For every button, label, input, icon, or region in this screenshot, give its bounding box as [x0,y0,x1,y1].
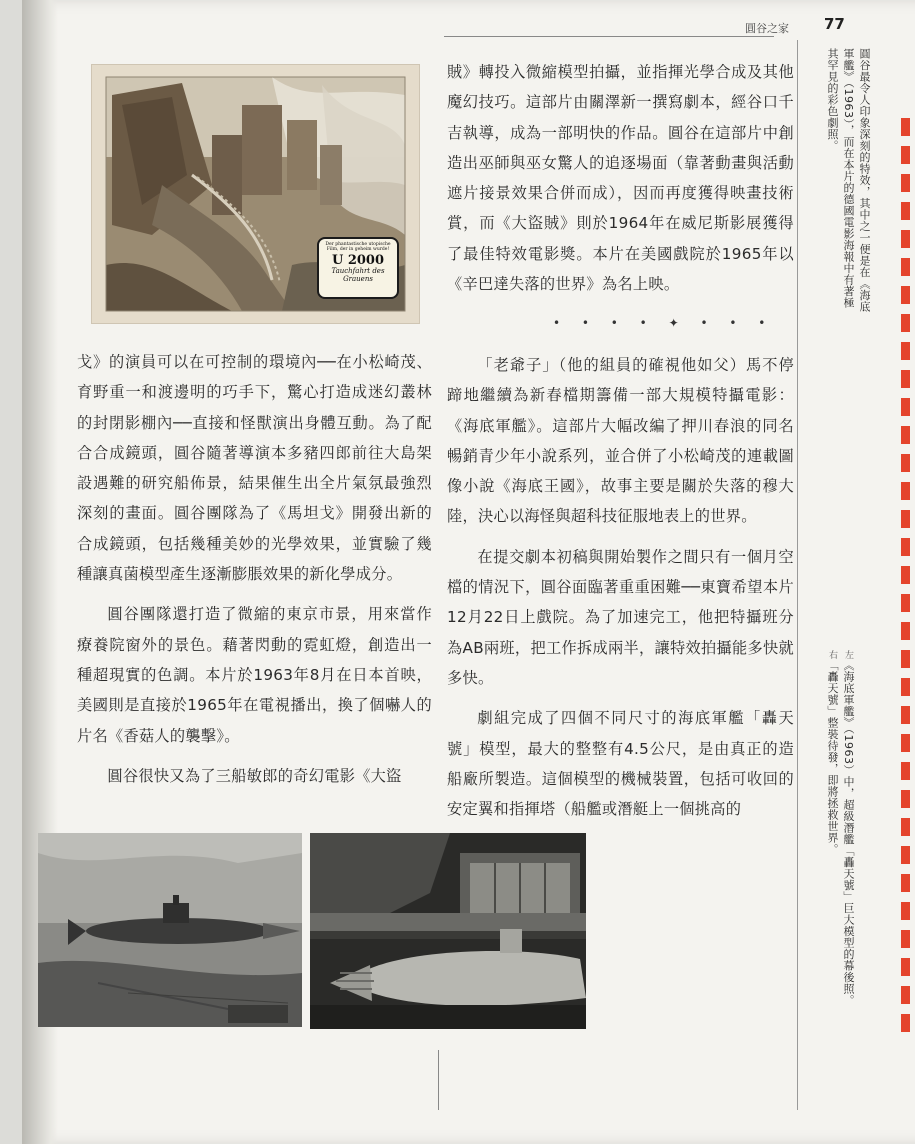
thumb-index-tick [901,846,910,864]
thumb-index-tick [901,286,910,304]
thumb-index-tick [901,622,910,640]
thumb-index-tick [901,986,910,1004]
thumb-index-tick [901,790,910,808]
thumb-index-tick [901,426,910,444]
thumb-index-tick [901,734,910,752]
thumb-index-tick [901,678,910,696]
submarine-launch-photo-right [310,833,586,1029]
lobby-card-subtitle: Tauchfahrt des Grauens [331,267,385,283]
thumb-index-tick [901,538,910,556]
thumb-index-tick [901,370,910,388]
thumb-index-tick [901,342,910,360]
column-divider [438,1050,439,1110]
thumb-index-tick [901,482,910,500]
caption-top-photo: 圓谷最令人印象深刻的特效，其中之一便是在《海底軍艦》（1963），而在本片的德國電影海報中有著極其罕見的彩色劇照。 [826,48,871,313]
thumb-index-tick [901,1014,910,1032]
body-text-left-column [77,347,432,791]
thumb-index-tick [901,762,910,780]
thumb-index-tick [901,398,910,416]
thumb-index-tick [901,146,910,164]
thumb-index-tick [901,174,910,192]
thumb-index-tick [901,314,910,332]
body-paragraph: 在提交劇本初稿與開始製作之間只有一個月空檔的情況下，圓谷面臨著重重困難──東寶希望本片12月22日上戲院。為了加速完工，他把特攝班分為AB兩班，把工作拆成兩半，讓特效拍攝能多快就多快。 [447,547,794,687]
body-paragraph: 圓谷團隊還打造了微縮的東京市景，用來當作療養院窗外的景色。藉著閃動的霓虹燈，創造出一種超現實的色調。本片於1963年8月在日本首映，美國則是直接於1965年在電視播出，換了個嚇人的片名《香菇人的襲擊》。 [77,605,432,745]
body-paragraph: 圓谷很快又為了三船敏郎的奇幻電影《大盜 [107,766,402,785]
body-paragraph: 「老爺子」（他的組員的確視他如父）馬不停蹄地繼續為新春檔期籌備一部大規模特攝電影：《海底軍艦》。這部片大幅改編了押川春浪的同名暢銷青少年小說系列，並合併了小松崎茂的連載圖像小說《海底王國》，故事主要是關於失落的穆大陸，決心以海怪與超科技征服地表上的世界。 [447,356,794,526]
running-header-title: 圓谷之家 [745,22,789,35]
body-text-right-column-top [447,57,794,299]
body-paragraph: 劇組完成了四個不同尺寸的海底軍艦「轟天號」模型，最大的整整有4.5公尺，是由真正的造船廠所製造。這個模型的機械裝置，包括可收回的安定翼和指揮塔（船艦或潛艇上一個挑高的 [447,709,794,819]
thumb-index-tick [901,594,910,612]
page-number: 77 [824,15,845,33]
thumb-index-tick [901,118,910,136]
caption-right-text: 「轟天號」整裝待發，即將拯救世界。 [826,659,839,855]
header-rule [444,36,774,37]
body-text-right-column-bottom [447,350,794,824]
thumb-index-tick [901,510,910,528]
thumb-index-tick [901,958,910,976]
lobby-card-title: U 2000 [331,253,385,268]
lobby-card-tagline: Der phantastische utopische Film, der in geheim wurde! [325,242,391,252]
caption-right-marker: 右 [827,650,837,660]
submarine-model-image [38,833,302,1027]
section-separator: • • • • ✦ • • • [553,316,775,330]
submarine-launch-image [310,833,586,1029]
caption-left-marker: 左 [843,650,853,660]
thumb-index-tick [901,650,910,668]
thumb-index-tick [901,818,910,836]
thumb-index-tick [901,202,910,220]
thumb-index-tick [901,566,910,584]
caption-column-rule [797,40,798,1110]
caption-left-text: 《海底軍艦》（1963）中，超級潛艦「轟天號」巨大模型的幕後照。 [842,659,855,1006]
submarine-model-photo-left [38,833,302,1027]
thumb-index-tick [901,230,910,248]
body-paragraph: 戈》的演員可以在可控制的環境內──在小松崎茂、育野重一和渡邊明的巧手下，驚心打造成迷幻叢林的封閉影棚內──直接和怪獸演出身體互動。為了配合合成鏡頭，圓谷隨著導演本多豬四郎前往大島架設遇難的研究船佈景，結果催生出全片氣氛最強烈深刻的畫面。圓谷團隊為了《馬坦戈》開發出新的合成鏡頭，包括幾種美妙的光學效果，並實驗了幾種讓真菌模型產生逐漸膨脹效果的新化學成分。 [77,353,432,584]
lobby-card-title-badge [317,237,399,299]
thumb-index-tick [901,454,910,472]
thumb-index-tick [901,902,910,920]
lobby-card-photo [92,65,419,323]
thumb-index-tick [901,930,910,948]
thumb-index-tick [901,258,910,276]
thumb-index-tick [901,874,910,892]
thumb-index-tick [901,706,910,724]
body-paragraph: 賊》轉投入微縮模型拍攝，並指揮光學合成及其他魔幻技巧。這部片由關澤新一撰寫劇本，經谷口千吉執導，成為一部明快的作品。圓谷在這部片中創造出巫師與巫女驚人的追逐場面（靠著動畫與活動遮片接景效果合併而成），因而再度獲得映畫技術賞，而《大盜賊》則於1964年在威尼斯影展獲得了最佳特效電影獎。本片在美國戲院於1965年以《辛巴達失落的世界》為名上映。 [447,63,794,294]
caption-bottom-photos [824,650,856,1020]
